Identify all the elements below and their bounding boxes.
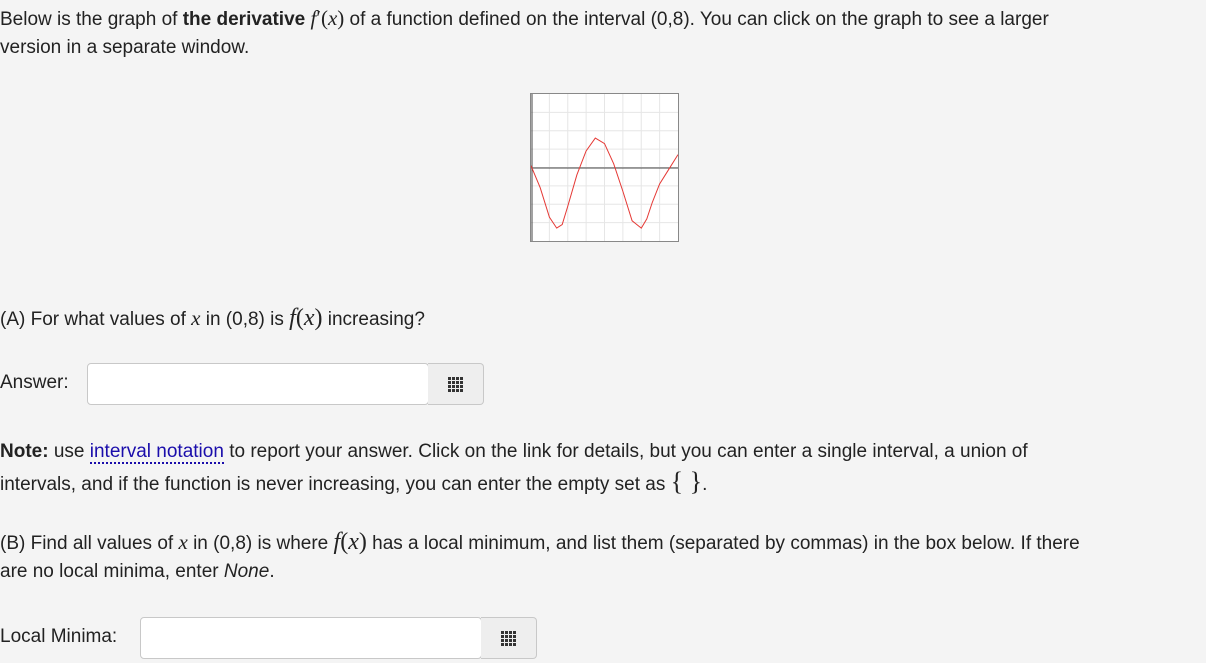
note-bold: Note: (0, 441, 49, 462)
answer-label: Answer: (0, 372, 69, 393)
question-a: (A) For what values of x in (0,8) is f(x) increasing? (0, 305, 425, 331)
fx-expression: f(x) (333, 529, 367, 555)
intro-text: Below is the graph of (0, 9, 183, 30)
math-x: x (178, 530, 188, 554)
intro-text-2: of a function defined on the interval (0,8). You can click on the graph to see a larger (344, 9, 1049, 30)
grid-icon (448, 377, 463, 392)
fx-expression: f(x) (289, 305, 323, 331)
intro-line-1 (0, 3, 1049, 35)
grid-icon (501, 631, 516, 646)
intro-text-3: version in a separate window. (0, 37, 250, 58)
empty-set-symbol: { } (670, 467, 703, 496)
fprime-expression: f′(x) (310, 6, 345, 30)
local-minima-input[interactable] (140, 617, 482, 659)
math-x: x (191, 306, 201, 330)
intro-bold-text: the derivative (182, 9, 306, 30)
question-b-line-1: (B) Find all values of x in (0,8) is where f(x) has a local minimum, and list them (separated by commas) in the box below. If there (0, 529, 1080, 555)
local-minima-label: Local Minima: (0, 626, 118, 647)
answer-input[interactable] (87, 363, 429, 405)
local-minima-palette-button[interactable] (481, 617, 537, 659)
derivative-graph-thumbnail[interactable] (530, 93, 679, 242)
derivative-graph[interactable] (531, 94, 678, 241)
none-keyword: None (223, 561, 270, 582)
note-line-2: intervals, and if the function is never increasing, you can enter the empty set as { }. (0, 467, 708, 496)
interval-notation-link[interactable]: interval notation (89, 441, 224, 462)
intro-line-2 (0, 33, 249, 63)
note-line-1: Note: use interval notation to report your answer. Click on the link for details, but you can enter a single interval, a union of (0, 441, 1028, 462)
question-b-line-2: are no local minima, enter None. (0, 561, 275, 582)
answer-palette-button[interactable] (428, 363, 484, 405)
